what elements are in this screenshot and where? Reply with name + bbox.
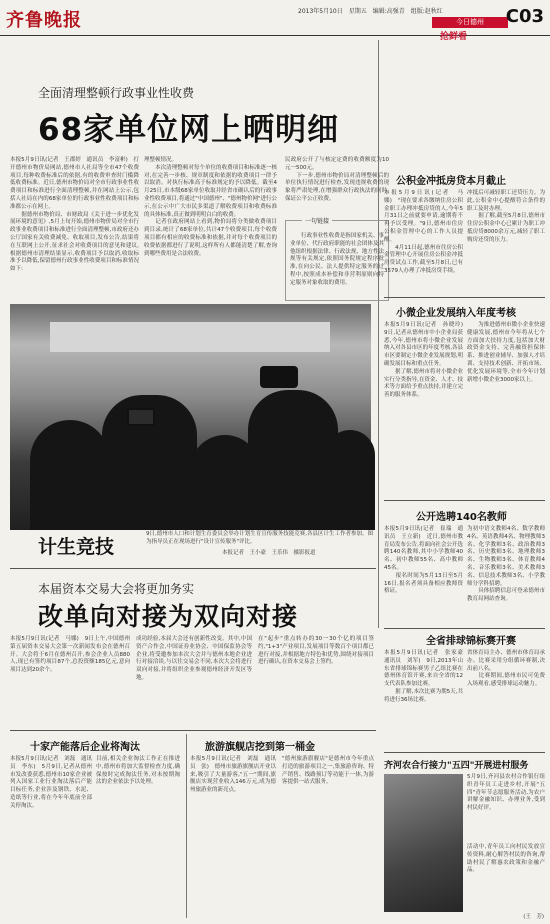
lead-col-3: 民政府公开了与核定定费的收费额度为10元一500元。 下一步,德州市物价局对清理整顿后的单位执行情况进行检查,发现违规收费的现象将严肃处理,在增强群众行政执法的同时,保证公平公正收费。 [285, 157, 389, 202]
story-heading-capacity: 十家产能落后企业将淘汰 [30, 742, 140, 753]
story-divider [384, 628, 545, 629]
story-divider [384, 297, 545, 298]
column-divider [378, 40, 379, 628]
news-photo-competition [10, 304, 371, 530]
section-label: 今日德州 [432, 17, 508, 28]
capacity-col-2: 目前,相关企业淘汰工作正在推进中,德州市将加大监督检查力度,确保按时完成淘汰任务,对未按期淘汰的企业依法予以处理。 [96, 756, 180, 786]
lead-col-1: 本报5月9日讯(记者 王郡婷 通讯员 李富彬) 打开德州市物价局网站,德州市人社局等全市47个收费项目,每种收费标准后的依据,有的收费审查时门槛降低收费标准。近日,德州市物价局对全市行政事业性收费项目和标准进行全面清理整顿,并在网站上公示,包括人社局在内的68家单位的行政事业性收费项目和标准都公示在网上。 据德州市物价局、市财政局《关于进一步优化发展环境的意见》,5月上旬开始,德州市物价局对全市行政事业收费项目和标准进行全面清理整顿,市政府还办公厅国家有关收费减免、收取项目,发布公告,结果将在互联网上公开,征求社会对收费项目的意见和建议,根据德州市清理结果显示,收费项目予以取消,收取标准予以降低,保留德州行政事业性收费项目和标准情况如下: [10, 157, 139, 273]
story-heading-small-business: 小微企业发展纳入年度考核 [396, 308, 516, 319]
photo-banner-area [50, 322, 330, 352]
photo-caption: 9日,德州市人口和计划生育委员会举办计划生育宣传服务技能竞赛,各县区计生工作者参加。图为指导员正在现场进行"设计宣传服务"评比。 [146, 531, 373, 545]
masthead [0, 0, 550, 42]
story-heading-tourism: 旅游旗舰店挖到第一桶金 [205, 742, 315, 753]
story-heading-teachers: 公开选聘140名教师 [416, 512, 507, 523]
info-link-box [285, 220, 389, 301]
second-col-1: 本报5月9日讯(记者 马娜) 9日上午,中国德州第五届资本交易大会第一次新闻发布会在德州召开。大会将于6月在德州召开,参会企业人员880人,现已有签约项目87个,总投资额185亿元,意向项目达到20余个。 [10, 636, 130, 674]
newspaper-logo: 齐鲁晚报 [6, 10, 82, 31]
teachers-col-1: 本报5月9日讯(记者 崔瑞 通讯员 王立新) 近日,德州市教育局发布公告,将面向社会公开选聘140名教师,其中小学教师40名、初中教师55名、高中教师45名。 报名时间为5月13日至5月16日,报名者须具备相应教师资格证。 [384, 526, 463, 595]
tourism-col-1: 本报5月9日讯(记者 刘磊 通讯员 张) 德州市旅游旗舰店开业以来,吸引了大量游客,"五一"期间,旗舰店实现营业收入146万元,成为德州旅游业的新亮点。 [190, 756, 276, 794]
story-heading-housing-fund: 公积金冲抵房贷本月截止 [396, 176, 506, 187]
lead-col-2: 理整顿情况。 本次清理整顿对每个单位的收费项目和标准逐一核对,在完善一步核、规章制度和依据的收费项目一律予以取消。对执行标准高于标准规定的予以降低。截至4月25日,市本级68家单位收取并经省市确认后的行政事业性收费项目,将通过"中国德州"、"德州物价网"进行公示,在公示中广大市民多渠道了解收费项目和收费标准的具体标准,真正做到明明白白的收费。 记者在政府网站上看到,物价局将分类做收费项目到目录,统计了68家单位,共计47个收费项目,每个收费项目都有相应的收费标准和依据,并对每个收费项目的收费依据都进行了说明,这样所有人都能清楚了解,查询到哪些费用是合法收费。 [144, 157, 277, 257]
housing-col-1: 本报5月9日讯(记者 马娜) "现在要求各缴纳住房公积金职工办理冲抵房贷的人,今年5月31日之前就要申请,逾期将不再予以受理。"9日,德州市住房公积金管理中心的工作人员提醒。 4月11日起,德州市住房公积金管理中心开展住房公积金冲抵房贷试点工作,截至5月8日,已有3579人办理了冲抵房贷手续。 [384, 190, 463, 274]
photo-credit: 本报记者 王小豪 王乐伟 摄影报道 [222, 550, 316, 556]
section-subtitle: 抢鲜看 [440, 32, 468, 42]
second-kicker: 本届资本交易大会将更加务实 [38, 582, 195, 596]
lead-kicker: 全面清理整顿行政事业性收费 [38, 86, 195, 100]
rural-bank-col-2: 活动中,青年员工向村民发放宣传资料,耐心解答村民的咨询,帮助村民了解惠农政策和金融产品。 [467, 844, 545, 874]
story-heading-volleyball: 全省排球锦标赛开赛 [426, 636, 516, 647]
lead-headline: 68家单位网上晒明细 [38, 112, 340, 148]
rural-bank-byline: (王 芳) [523, 914, 544, 920]
small-business-col-2: 为推进德州市微小企业快速健康发展,德州市今年将从七个方面加大扶持力度,包括加大财政资金支持、完善融资担保体系、推进创业辅导、加强人才培训、支持技术创新、开拓市场、优化发展环境等,全市今年计划新增小微企业3000家以上。 [467, 322, 545, 383]
story-divider [384, 500, 545, 501]
small-business-col-1: 本报5月9日讯(记者 孙晓玲) 9日,记者从德州市中小企业局获悉,今年,德州市将小微企业发展纳入对各县市区的年度考核,各县市区要制定小微企业发展规划,明确发展目标和重点任务。 据了解,德州市将对小微企业实行分类指导,在资金、人才、技术等方面给予重点扶持,并建立完善的服务体系。 [384, 322, 463, 399]
page-number: C03 [505, 6, 544, 27]
volleyball-col-1: 本报5月9日讯(记者 张家豪 通讯员 刘军) 9日,2013年山东省排球锦标赛男子乙组比赛在德州体育馆开赛,来自全省的12支代表队参加比赛。 据了解,本次比赛为期5天,共将进行36场比赛。 [384, 650, 463, 703]
section-divider [10, 568, 376, 569]
story-divider [384, 752, 545, 753]
second-headline: 改单向对接为双向对接 [38, 602, 299, 631]
rural-bank-photo [384, 774, 463, 912]
housing-col-2: 冲抵后可减轻职工还贷压力。为此,公积金中心提醒符合条件的职工及时办理。 据了解,截至5月8日,德州市住房公积金中心已累计为职工冲抵房贷8000余万元,减轻了职工购房还贷的压力。 [467, 190, 545, 243]
section-divider [10, 730, 376, 731]
photo-person [30, 420, 110, 530]
photo-caption-title: 计生竞技 [38, 536, 115, 558]
second-col-2: 成功经验,本届大会还有创新性改变。其中,中国资产合作会,中国证券业协会、中国保监协会等企业,将受邀参加本次大会并与德州本地企业进行对接洽谈,与以往交易会不同,本次大会将进行双向对接,并将组织企业参观德州经济开发区等地。 [136, 636, 252, 681]
story-heading-rural-bank: 齐河农合行接力"五四"开展进村服务 [384, 761, 529, 771]
second-col-3: 在"起步"重点转办的30一30个亿的项目签约,"1+3"产业项目,发展项目等数百个项目都已进行对接,并根据地方特色和优势,围绕对接项目进行确认,在资本交易会上签约。 [258, 636, 374, 666]
tourism-col-2: "德州旅游旗舰店"是德州市今年重点打造的旅游项目之一,集旅游咨询、特产销售、线路预订等功能于一体,为游客提供一站式服务。 [282, 756, 374, 786]
column-divider [186, 734, 187, 918]
photo-person [325, 430, 375, 530]
info-link-text: 行政事业性收费是指国家机关、事业单位、代行政府职能的社会团体及其他组织根据法律、行政法规、地方性法规等有关规定,依照国务院规定程序批准,在向公民、法人提供特定服务的过程中,按照成本补偿和非营利原则向特定服务对象收取的费用。 [290, 233, 384, 286]
camera-screen [127, 408, 155, 426]
rural-bank-col-1: 5月9日,齐河县农村合作银行组织青年员工走进乡村,开展"五四"青年节志愿服务活动,为农户讲解金融知识、办理业务,受到村民好评。 [467, 774, 545, 812]
volleyball-col-2: 省体育局主办、德州市体育局承办。比赛采用分组循环赛制,决出前八名。 比赛期间,德州市民可免费入场观看,感受排球运动魅力。 [467, 650, 545, 688]
info-link-title: 一句链接 [302, 216, 332, 225]
capacity-col-1: 本报5月9日讯(记者 刘磊 通讯员 李东) 5月9日,记者从德州市发改委获悉,德州市10家企业被列入国家工业行业淘汰落后产能目标任务,企业涉及钢铁、水泥、造纸等行业,将在今年年底前全部关停淘汰。 [10, 756, 92, 809]
camera [260, 366, 298, 388]
dateline: 2013年5月10日 星期五 编辑:高强青 组版:赵秋红 [298, 8, 443, 15]
teachers-col-2: 为初中语文教师4名、数学教师4名、英语教师4名、物理教师3名、化学教师3名、政治教师3名、历史教师3名、地理教师3名、生物教师3名、体育教师4名、音乐教师3名、美术教师3名、信息技术教师3名、小学教师分学科招聘。 具体招聘信息可登录德州市教育局网站查询。 [467, 526, 545, 603]
